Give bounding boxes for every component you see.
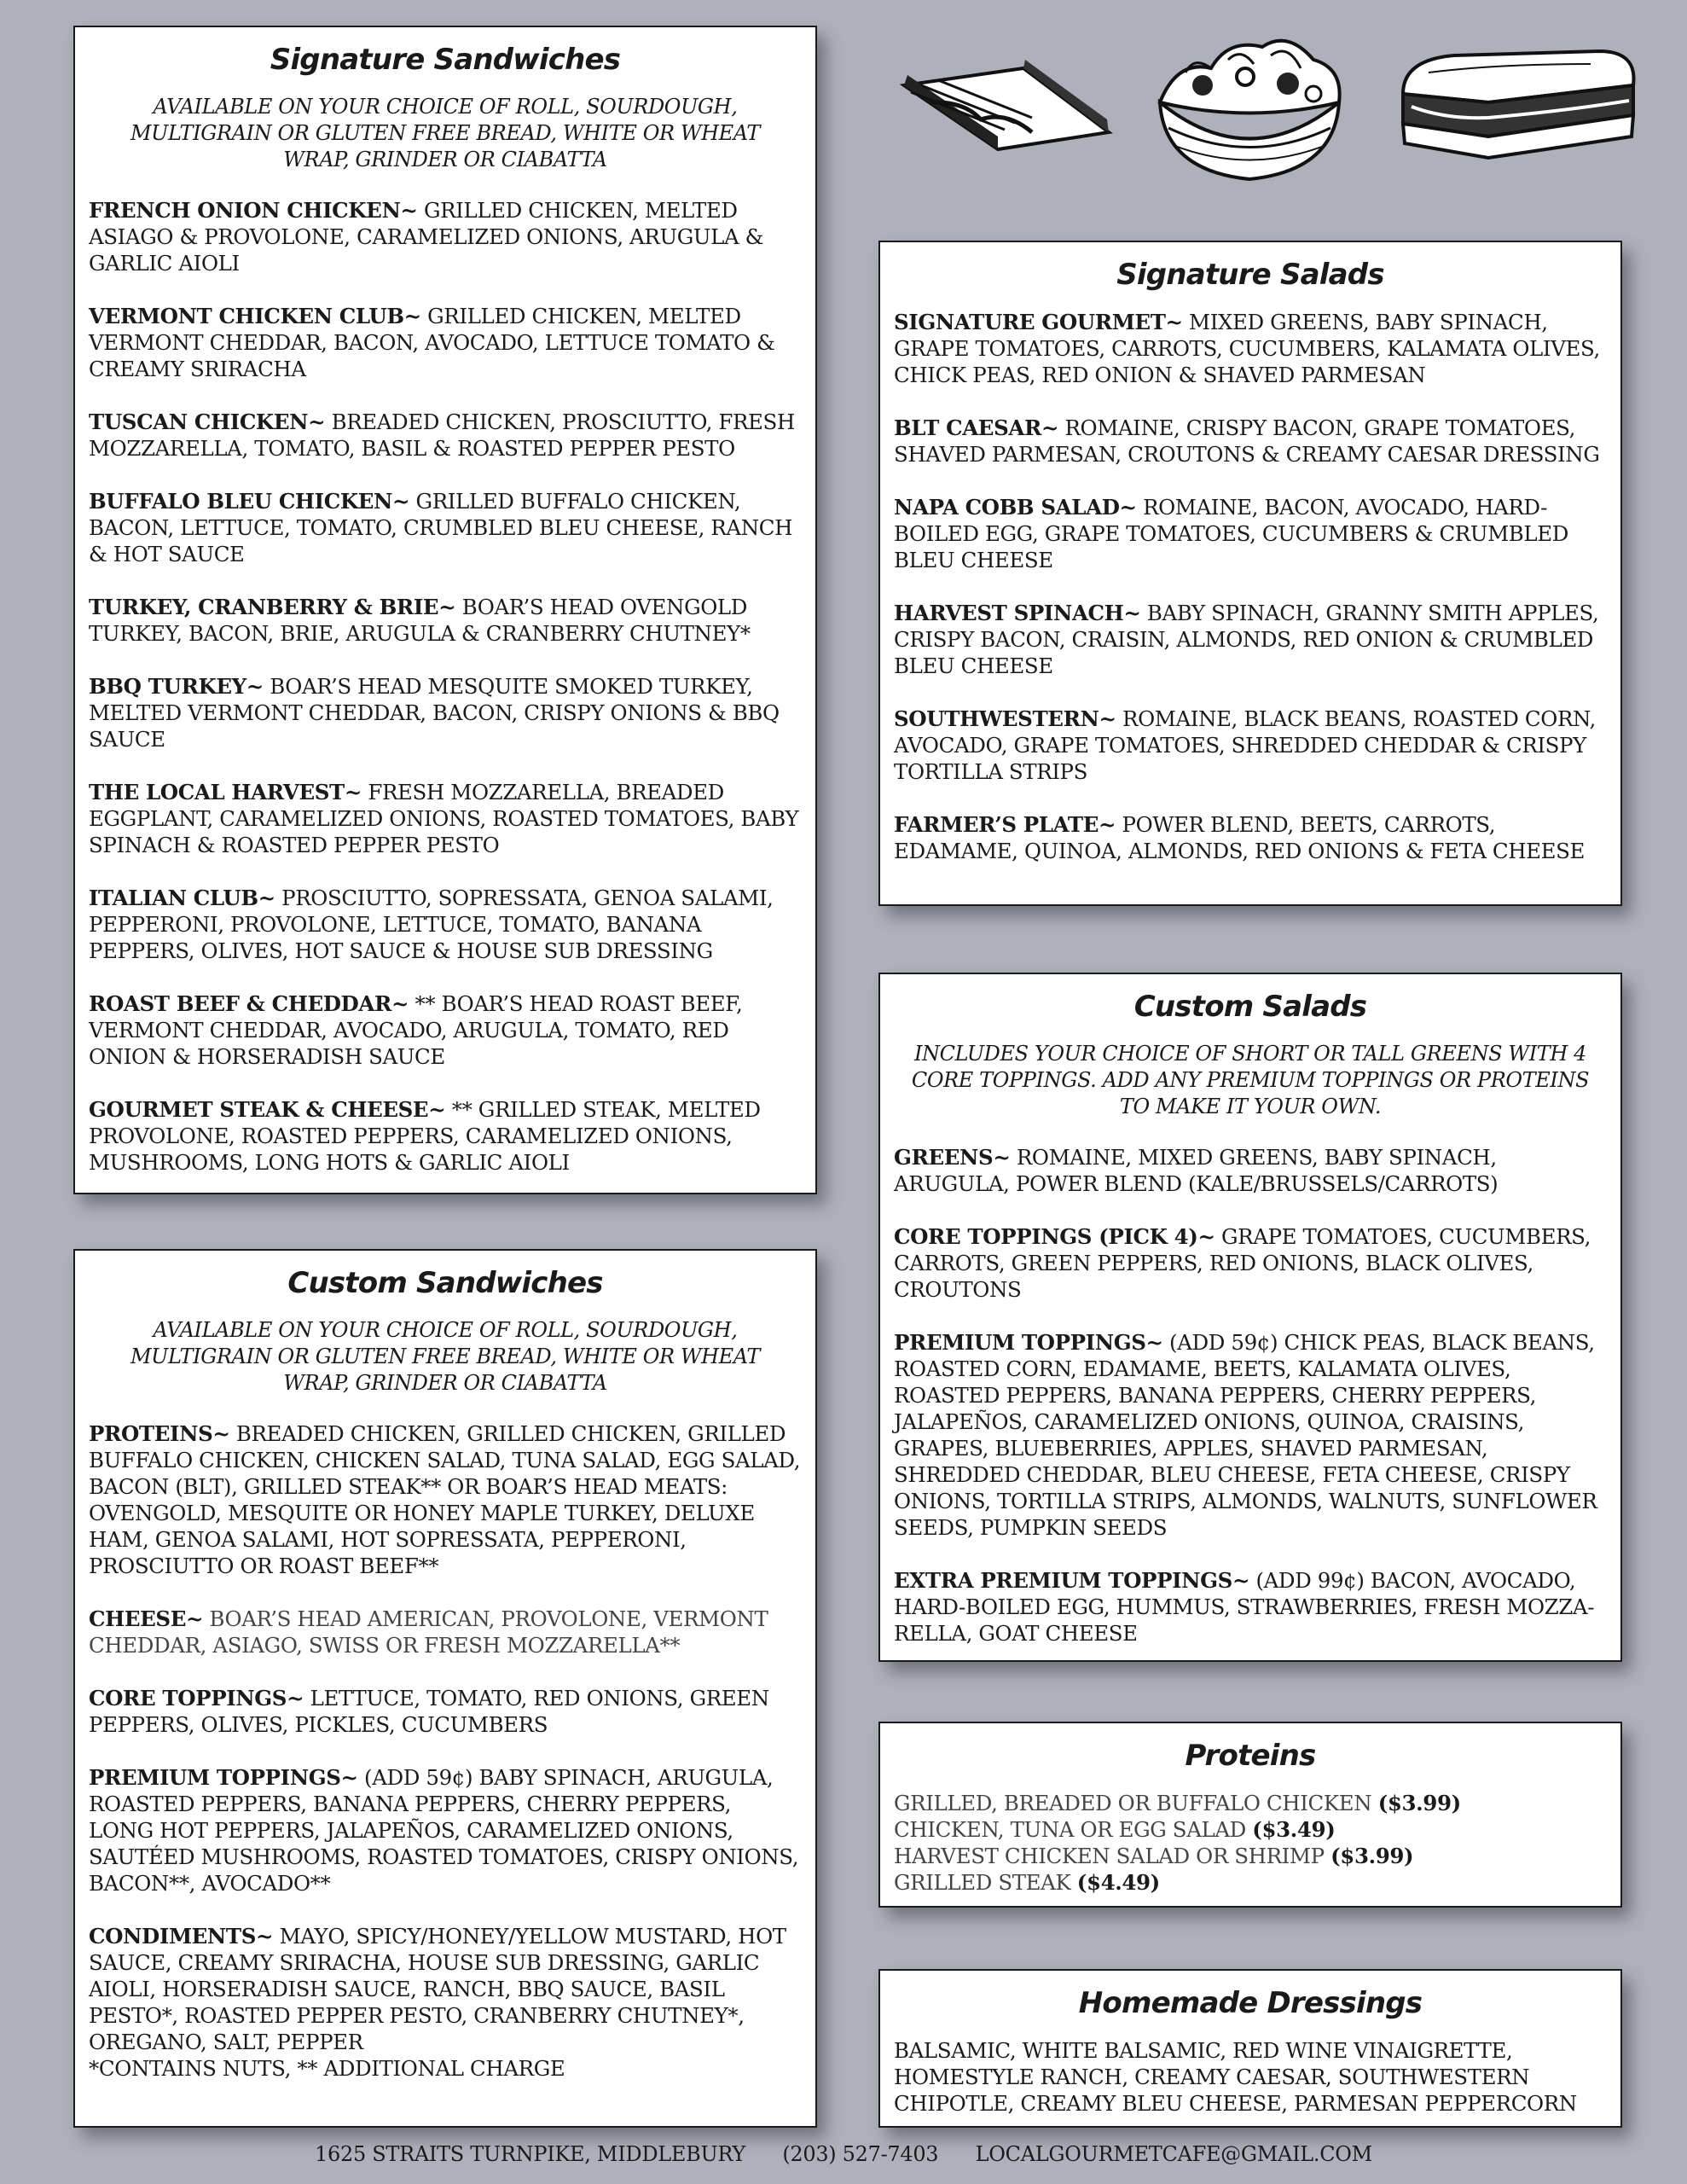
menu-item-name: ROAST BEEF & CHEDDAR~ bbox=[89, 991, 409, 1016]
menu-item bbox=[89, 197, 802, 276]
dressings-panel bbox=[878, 1969, 1622, 2128]
menu-item-name: CORE TOPPINGS~ bbox=[89, 1686, 304, 1711]
custom-sandwiches-note: *CONTAINS NUTS, ** ADDITIONAL CHARGE bbox=[89, 2056, 565, 2081]
signature-salads-list bbox=[894, 309, 1607, 864]
proteins-list bbox=[894, 1790, 1607, 1896]
protein-row bbox=[894, 1869, 1607, 1896]
menu-item-description: ** BOAR’S HEAD ROAST BEEF, VERMONT CHEDDAR, AVOCADO, ARUGULA, TOMATO, RED ONION & HORSERADISH SAUCE bbox=[89, 991, 743, 1069]
footer bbox=[0, 2142, 1687, 2166]
menu-item bbox=[89, 1096, 802, 1176]
menu-item-name: TURKEY, CRANBERRY & BRIE~ bbox=[89, 595, 456, 619]
signature-sandwiches-panel bbox=[73, 26, 817, 1194]
dressings-text: BALSAMIC, WHITE BALSAMIC, RED WINE VINAIGRETTE, HOMESTYLE RANCH, CREAMY CAESAR, SOUTHWESTERN CHIPOTLE, CREAMY BLEU CHEESE, PARMESAN PEPPERCORN bbox=[894, 2038, 1577, 2116]
panini-illustration bbox=[896, 51, 1117, 154]
menu-item-description: GRILLED CHICKEN, MELTED ASIAGO & PROVOLONE, CARAMELIZED ONIONS, ARUGULA & GARLIC AIOLI bbox=[89, 198, 764, 276]
menu-item-description: BOAR’S HEAD AMERICAN, PROVOLONE, VERMONT CHEDDAR, ASIAGO, SWISS OR FRESH MOZZARELLA** bbox=[89, 1606, 768, 1658]
menu-item-description: ROMAINE, MIXED GREENS, BABY SPINACH, ARUGULA, POWER BLEND (KALE/BRUSSELS/CARROTS) bbox=[894, 1145, 1499, 1196]
menu-item-description: POWER BLEND, BEETS, CARROTS, EDAMAME, QUINOA, ALMONDS, RED ONIONS & FETA CHEESE bbox=[894, 812, 1586, 863]
menu-item bbox=[894, 600, 1607, 679]
menu-item-name: GREENS~ bbox=[894, 1145, 1011, 1170]
menu-item-name: THE LOCAL HARVEST~ bbox=[89, 780, 362, 804]
menu-item bbox=[894, 1223, 1607, 1303]
menu-item-name: CHEESE~ bbox=[89, 1606, 204, 1631]
menu-item-description: BABY SPINACH, GRANNY SMITH APPLES, CRISPY BACON, CRAISIN, ALMONDS, RED ONION & CRUMBLED BLEU CHEESE bbox=[894, 601, 1599, 678]
menu-item-description: (ADD 59¢) BABY SPINACH, ARUGULA, ROASTED PEPPERS, BANANA PEPPERS, CHERRY PEPPERS, LONG HOT PEPPERS, JALAPEÑOS, CARAMELIZED ONIONS, SAUTÉED MUSHROOMS, ROASTED TOMATOES, CRISPY ONIONS, BACON**, AVOCADO** bbox=[89, 1765, 799, 1896]
menu-item-description: PROSCIUTTO, SOPRESSATA, GENOA SALAMI, PEPPERONI, PROVOLONE, LETTUCE, TOMATO, BANANA PEPPERS, OLIVES, HOT SAUCE & HOUSE SUB DRESSING bbox=[89, 886, 774, 963]
menu-item bbox=[89, 409, 802, 462]
custom-salads-panel bbox=[878, 973, 1622, 1662]
signature-sandwiches-title: Signature Sandwiches bbox=[270, 43, 621, 77]
menu-item-description: ROMAINE, BACON, AVOCADO, HARD-BOILED EGG, GRAPE TOMATOES, CUCUMBERS & CRUMBLED BLEU CHEESE bbox=[894, 495, 1568, 572]
menu-item-name: EXTRA PREMIUM TOPPINGS~ bbox=[894, 1568, 1250, 1593]
footer-address: 1625 STRAITS TURNPIKE, MIDDLEBURY bbox=[315, 2142, 745, 2166]
menu-item-description: FRESH MOZZARELLA, BREADED EGGPLANT, CARAMELIZED ONIONS, ROASTED TOMATOES, BABY SPINACH & ROASTED PEPPER PESTO bbox=[89, 780, 799, 857]
menu-item-name: ITALIAN CLUB~ bbox=[89, 886, 275, 910]
protein-price: ($3.49) bbox=[1252, 1817, 1336, 1842]
protein-price: ($3.99) bbox=[1377, 1791, 1461, 1815]
proteins-panel bbox=[878, 1722, 1622, 1908]
menu-item bbox=[894, 811, 1607, 864]
custom-salads-title: Custom Salads bbox=[1133, 990, 1367, 1024]
menu-item bbox=[89, 1606, 802, 1658]
menu-item bbox=[89, 1685, 802, 1738]
menu-item-name: TUSCAN CHICKEN~ bbox=[89, 410, 326, 434]
menu-item bbox=[89, 673, 802, 752]
menu-item bbox=[89, 488, 802, 567]
signature-salads-title: Signature Salads bbox=[1116, 258, 1384, 292]
menu-item bbox=[894, 1567, 1607, 1647]
protein-row bbox=[894, 1816, 1607, 1843]
menu-item bbox=[89, 1764, 802, 1896]
protein-name: GRILLED, BREADED OR BUFFALO CHICKEN bbox=[894, 1791, 1372, 1815]
custom-salads-list bbox=[894, 1144, 1607, 1647]
menu-item-description: ROMAINE, BLACK BEANS, ROASTED CORN, AVOCADO, GRAPE TOMATOES, SHREDDED CHEDDAR & CRISPY TORTILLA STRIPS bbox=[894, 706, 1596, 784]
menu-item-description: MIXED GREENS, BABY SPINACH, GRAPE TOMATOES, CARROTS, CUCUMBERS, KALAMATA OLIVES, CHICK PEAS, RED ONION & SHAVED PARMESAN bbox=[894, 310, 1600, 387]
menu-item bbox=[89, 885, 802, 964]
menu-item bbox=[89, 990, 802, 1070]
menu-item bbox=[894, 1329, 1607, 1541]
menu-item bbox=[89, 1420, 802, 1579]
footer-email[interactable]: LOCALGOURMETCAFE@GMAIL.COM bbox=[975, 2142, 1372, 2166]
menu-item-description: BOAR’S HEAD OVENGOLD TURKEY, BACON, BRIE, ARUGULA & CRANBERRY CHUTNEY* bbox=[89, 595, 751, 646]
menu-item-name: SIGNATURE GOURMET~ bbox=[894, 310, 1183, 334]
menu-item-name: FARMER’S PLATE~ bbox=[894, 812, 1116, 837]
menu-item-name: GOURMET STEAK & CHEESE~ bbox=[89, 1097, 446, 1122]
menu-item-description: BREADED CHICKEN, PROSCIUTTO, FRESH MOZZARELLA, TOMATO, BASIL & ROASTED PEPPER PESTO bbox=[89, 410, 795, 461]
footer-phone[interactable]: (203) 527-7403 bbox=[782, 2142, 939, 2166]
signature-sandwiches-intro: AVAILABLE ON YOUR CHOICE OF ROLL, SOURDOUGH, MULTIGRAIN OR GLUTEN FREE BREAD, WHITE OR WHEAT WRAP, GRINDER OR CIABATTA bbox=[130, 95, 761, 171]
menu-item-description: ROMAINE, CRISPY BACON, GRAPE TOMATOES, SHAVED PARMESAN, CROUTONS & CREAMY CAESAR DRESSING bbox=[894, 415, 1600, 467]
menu-item bbox=[894, 309, 1607, 388]
menu-item-name: NAPA COBB SALAD~ bbox=[894, 495, 1137, 520]
menu-item-name: BUFFALO BLEU CHICKEN~ bbox=[89, 489, 410, 514]
menu-item bbox=[89, 594, 802, 647]
menu-item-description: GRILLED BUFFALO CHICKEN, BACON, LETTUCE, TOMATO, CRUMBLED BLEU CHEESE, RANCH & HOT SAUCE bbox=[89, 489, 793, 566]
menu-item-name: CORE TOPPINGS (PICK 4)~ bbox=[894, 1224, 1215, 1249]
menu-item-name: VERMONT CHICKEN CLUB~ bbox=[89, 304, 421, 328]
protein-price: ($3.99) bbox=[1330, 1844, 1414, 1868]
menu-item bbox=[894, 706, 1607, 785]
signature-sandwiches-list bbox=[89, 197, 802, 1176]
menu-item-name: BLT CAESAR~ bbox=[894, 415, 1059, 440]
menu-item-name: FRENCH ONION CHICKEN~ bbox=[89, 198, 418, 223]
signature-salads-panel bbox=[878, 241, 1622, 906]
protein-row bbox=[894, 1790, 1607, 1816]
proteins-title: Proteins bbox=[1185, 1739, 1316, 1773]
menu-item-description: ** GRILLED STEAK, MELTED PROVOLONE, ROASTED PEPPERS, CARAMELIZED ONIONS, MUSHROOMS, LONG HOTS & GARLIC AIOLI bbox=[89, 1097, 761, 1175]
menu-item bbox=[894, 1144, 1607, 1197]
menu-item-description: (ADD 99¢) BACON, AVOCADO, HARD-BOILED EGG, HUMMUS, STRAWBERRIES, FRESH MOZZA-RELLA, GOAT CHEESE bbox=[894, 1568, 1595, 1646]
protein-price: ($4.49) bbox=[1076, 1870, 1160, 1895]
custom-sandwiches-list bbox=[89, 1420, 802, 2055]
menu-item-name: CONDIMENTS~ bbox=[89, 1924, 274, 1949]
menu-item-name: HARVEST SPINACH~ bbox=[894, 601, 1141, 625]
custom-sandwiches-intro: AVAILABLE ON YOUR CHOICE OF ROLL, SOURDOUGH, MULTIGRAIN OR GLUTEN FREE BREAD, WHITE OR WHEAT WRAP, GRINDER OR CIABATTA bbox=[130, 1318, 761, 1395]
menu-item-description: GRILLED CHICKEN, MELTED VERMONT CHEDDAR, BACON, AVOCADO, LETTUCE TOMATO & CREAMY SRIRACHA bbox=[89, 304, 775, 381]
protein-name: CHICKEN, TUNA OR EGG SALAD bbox=[894, 1817, 1246, 1842]
menu-item-description: BREADED CHICKEN, GRILLED CHICKEN, GRILLED BUFFALO CHICKEN, CHICKEN SALAD, TUNA SALAD, EGG SALAD, BACON (BLT), GRILLED STEAK** OR BOAR’S HEAD MEATS: OVENGOLD, MESQUITE OR HONEY MAPLE TURKEY, DELUXE HAM, GENOA SALAMI, HOT SOPRESSATA, PEPPERONI, PROSCIUTTO OR ROAST BEEF** bbox=[89, 1421, 801, 1578]
menu-item bbox=[894, 415, 1607, 468]
salad-bowl-illustration bbox=[1143, 26, 1356, 183]
custom-sandwiches-panel bbox=[73, 1249, 817, 2128]
menu-item-name: PREMIUM TOPPINGS~ bbox=[894, 1330, 1163, 1355]
menu-item-name: BBQ TURKEY~ bbox=[89, 674, 264, 699]
protein-name: HARVEST CHICKEN SALAD OR SHRIMP bbox=[894, 1844, 1325, 1868]
menu-item-description: MAYO, SPICY/HONEY/YELLOW MUSTARD, HOT SAUCE, CREAMY SRIRACHA, HOUSE SUB DRESSING, GARLIC AIOLI, HORSERADISH SAUCE, RANCH, BBQ SAUCE, BASIL PESTO*, ROASTED PEPPER PESTO, CRANBERRY CHUTNEY*, OREGANO, SALT, PEPPER bbox=[89, 1924, 786, 2054]
menu-item-description: LETTUCE, TOMATO, RED ONIONS, GREEN PEPPERS, OLIVES, PICKLES, CUCUMBERS bbox=[89, 1686, 769, 1737]
menu-item bbox=[89, 303, 802, 382]
menu-item-description: GRAPE TOMATOES, CUCUMBERS, CARROTS, GREEN PEPPERS, RED ONIONS, BLACK OLIVES, CROUTONS bbox=[894, 1224, 1591, 1302]
menu-item bbox=[894, 494, 1607, 573]
menu-item-description: (ADD 59¢) CHICK PEAS, BLACK BEANS, ROASTED CORN, EDAMAME, BEETS, KALAMATA OLIVES, ROASTED PEPPERS, BANANA PEPPERS, CHERRY PEPPERS, JALAPEÑOS, CARAMELIZED ONIONS, QUINOA, CRAISINS, GRAPES, BLUEBERRIES, APPLES, SHAVED PARMESAN, SHREDDED CHEDDAR, BLEU CHEESE, FETA CHEESE, CRISPY ONIONS, TORTILLA STRIPS, ALMONDS, WALNUTS, SUNFLOWER SEEDS, PUMPKIN SEEDS bbox=[894, 1330, 1597, 1540]
custom-salads-intro: INCLUDES YOUR CHOICE OF SHORT OR TALL GREENS WITH 4 CORE TOPPINGS. ADD ANY PREMIUM TOPPINGS OR PROTEINS TO MAKE IT YOUR OWN. bbox=[911, 1042, 1590, 1118]
protein-name: GRILLED STEAK bbox=[894, 1870, 1071, 1895]
dressings-title: Homemade Dressings bbox=[1078, 1986, 1423, 2020]
menu-item-name: PROTEINS~ bbox=[89, 1421, 230, 1446]
menu-item bbox=[89, 779, 802, 858]
menu-item-description: BOAR’S HEAD MESQUITE SMOKED TURKEY, MELTED VERMONT CHEDDAR, BACON, CRISPY ONIONS & BBQ SAUCE bbox=[89, 674, 780, 752]
custom-sandwiches-title: Custom Sandwiches bbox=[287, 1266, 603, 1300]
menu-item-name: SOUTHWESTERN~ bbox=[894, 706, 1116, 731]
protein-row bbox=[894, 1843, 1607, 1869]
sandwich-illustration bbox=[1394, 43, 1642, 162]
menu-item-name: PREMIUM TOPPINGS~ bbox=[89, 1765, 358, 1790]
menu-item bbox=[89, 1923, 802, 2055]
